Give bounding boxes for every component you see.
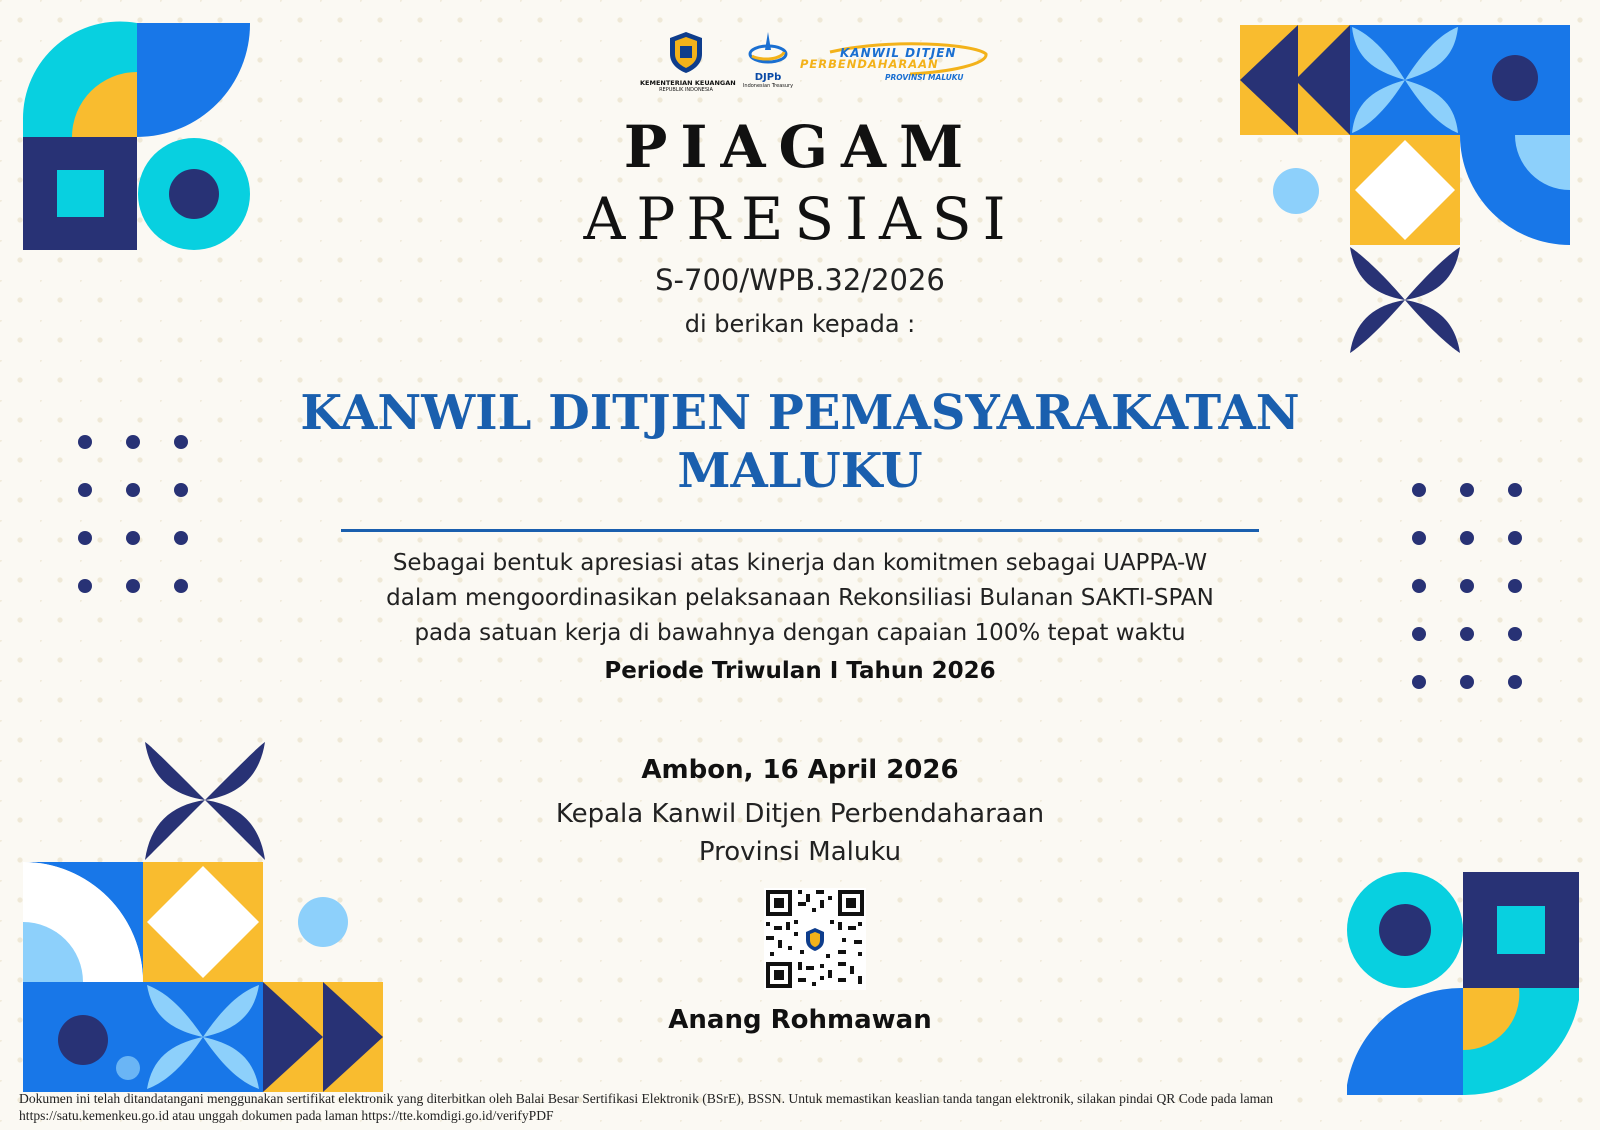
signer-position-line2: Provinsi Maluku bbox=[698, 837, 902, 867]
header-logos bbox=[640, 30, 1000, 96]
appreciation-text bbox=[0, 546, 1600, 651]
given-to-label: di berikan kepada : bbox=[684, 310, 916, 338]
document-number: S-700/WPB.32/2026 bbox=[655, 263, 945, 297]
place-and-date: Ambon, 16 April 2026 bbox=[641, 755, 959, 785]
certificate-title-line1: PIAGAM bbox=[623, 113, 977, 181]
kanwil-logo-text: KANWIL DITJEN bbox=[840, 46, 957, 60]
kanwil-logo-subtext: PERBENDAHARAAN bbox=[800, 57, 939, 71]
appreciation-text-line1: Sebagai bentuk apresiasi atas kinerja dan komitmen sebagai UAPPA-W bbox=[392, 550, 1208, 576]
kemenkeu-logo-text: KEMENTERIAN KEUANGAN bbox=[640, 79, 736, 87]
divider-line bbox=[341, 529, 1259, 532]
certificate-title-line2: APRESIASI bbox=[583, 185, 1017, 253]
djpb-logo-text: DJPb bbox=[754, 72, 782, 83]
bottom-right-geometric-decoration bbox=[1330, 860, 1600, 1100]
kanwil-logo-province: PROVINSI MALUKU bbox=[885, 73, 964, 82]
djpb-logo-tagline: Indonesian Treasury bbox=[742, 83, 794, 89]
kemenkeu-logo-subtext: REPUBLIK INDONESIA bbox=[659, 87, 713, 93]
appreciation-text-line3: pada satuan kerja di bawahnya dengan capaian 100% tepat waktu bbox=[414, 620, 1186, 646]
footer-line2: https://satu.kemenkeu.go.id atau unggah dokumen pada laman https://tte.komdigi.go.id/verifyPDF bbox=[19, 1108, 554, 1123]
recipient-name bbox=[0, 384, 1600, 500]
electronic-signature-footer bbox=[19, 1090, 1581, 1124]
period-label: Periode Triwulan I Tahun 2026 bbox=[604, 658, 996, 684]
kanwil-logo bbox=[800, 40, 990, 90]
kemenkeu-logo bbox=[640, 30, 736, 96]
djpb-swoosh-icon bbox=[746, 30, 790, 68]
recipient-name-line2: MALUKU bbox=[677, 443, 923, 499]
djpb-logo bbox=[740, 30, 796, 96]
signer-position-line1: Kepala Kanwil Ditjen Perbendaharaan bbox=[555, 799, 1045, 829]
qr-code bbox=[764, 888, 866, 990]
kemenkeu-emblem-icon bbox=[666, 30, 706, 74]
footer-line1: Dokumen ini telah ditandatangani menggunakan sertifikat elektronik yang diterbitkan oleh Balai Besar Sertifikasi Elektronik (BSrE), BSSN. Untuk memastikan keaslian tanda tangan elektronik, silakan pindai QR Code pada laman bbox=[19, 1091, 1274, 1106]
signer-name: Anang Rohmawan bbox=[668, 1005, 932, 1035]
appreciation-text-line2: dalam mengoordinasikan pelaksanaan Rekonsiliasi Bulanan SAKTI-SPAN bbox=[386, 585, 1214, 611]
bottom-left-geometric-decoration bbox=[0, 735, 400, 1095]
recipient-name-line1: KANWIL DITJEN PEMASYARAKATAN bbox=[300, 385, 1300, 441]
